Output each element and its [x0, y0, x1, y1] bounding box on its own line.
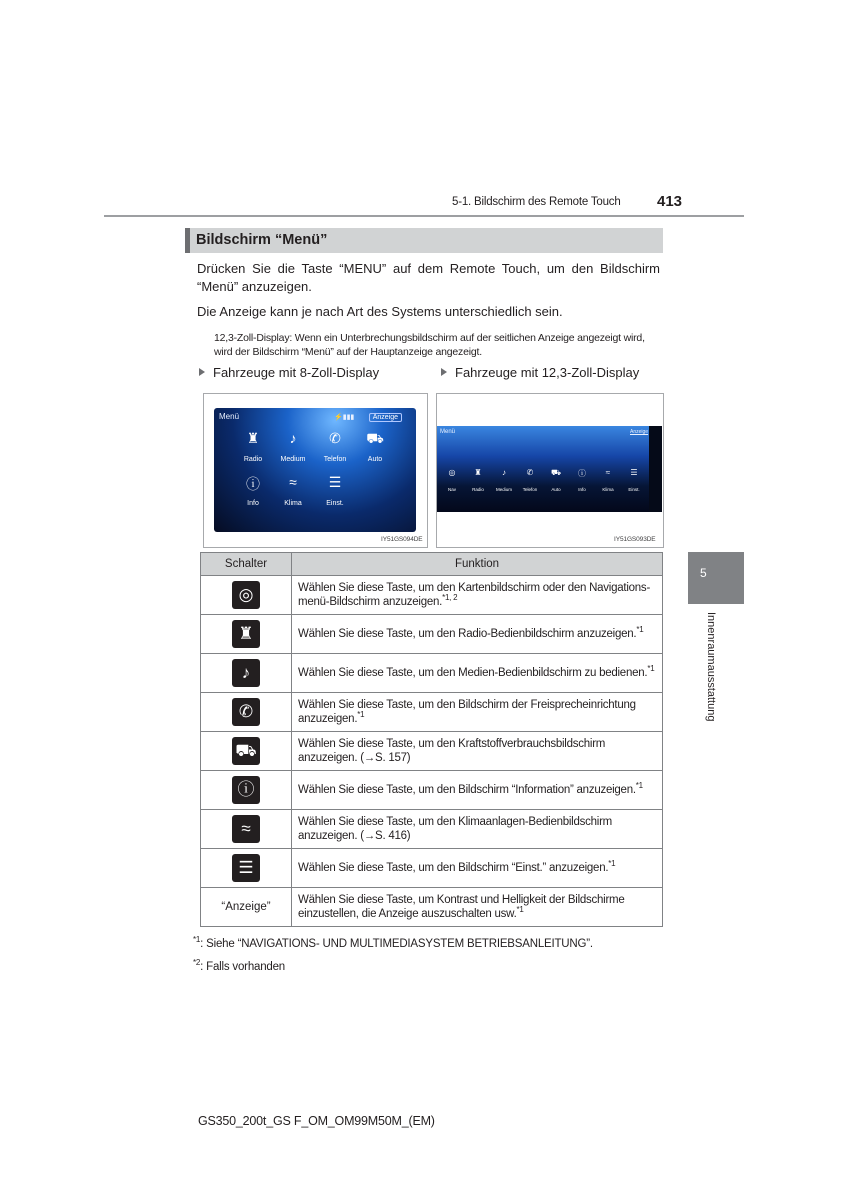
menu-label-einst: Einst.	[326, 500, 344, 507]
chapter-tab	[688, 552, 744, 604]
footnote-1-mark: *1	[193, 935, 201, 945]
page-number: 413	[657, 193, 683, 210]
column-header-funktion: Funktion	[292, 553, 663, 576]
car-icon: ⛟	[232, 737, 260, 765]
title-accent	[185, 228, 190, 253]
table-row	[201, 810, 663, 849]
climate-icon[interactable]: ≈	[605, 468, 611, 477]
menu-label-medium: Medium	[280, 456, 306, 463]
radio-tower-icon: ♜	[232, 620, 260, 648]
footnote-2-mark: *2	[193, 958, 201, 968]
section-header: 5-1. Bildschirm des Remote Touch	[452, 196, 621, 208]
navigation-compass-icon: ◎	[232, 581, 260, 609]
image-code-2: IY51GS093DE	[614, 536, 656, 543]
image-code-1: IY51GS094DE	[381, 536, 423, 543]
phone-icon: ✆	[232, 698, 260, 726]
vehicle-12inch-label: Fahrzeuge mit 12,3-Zoll-Display	[455, 365, 640, 380]
document-code: GS350_200t_GS F_OM_OM99M50M_(EM)	[198, 1114, 435, 1128]
menu-label-radio: Radio	[243, 456, 263, 463]
info-icon[interactable]: ⓘ	[246, 476, 260, 492]
function-table	[200, 552, 663, 927]
row-text: Wählen Sie diese Taste, um den Kartenbildschirm oder den Navigationsmenü-Bildschirm anzuzeigen.$^{*1, 2}$	[292, 576, 663, 615]
row-text: Wählen Sie diese Taste, um den Bildschirm “Information” anzuzeigen.$^{*1}$	[292, 771, 663, 810]
vehicle-8inch-label: Fahrzeuge mit 8-Zoll-Display	[213, 365, 380, 380]
header-divider	[104, 215, 744, 217]
menu-label-radio: Radio	[472, 487, 484, 492]
row-text: Wählen Sie diese Taste, um den Medien-Bedienbildschirm zu bedienen.$^{*1}$	[292, 654, 663, 693]
music-note-icon: ♪	[232, 659, 260, 687]
row-text: Wählen Sie diese Taste, um den Radio-Bedienbildschirm anzuzeigen.$^{*1}$	[292, 615, 663, 654]
screen-title: Menü	[219, 412, 240, 421]
menu-label-auto: Auto	[551, 487, 561, 492]
phone-icon[interactable]: ✆	[329, 430, 341, 446]
table-row	[201, 576, 663, 615]
anzeige-button[interactable]: Anzeige	[369, 413, 402, 422]
settings-icon: ☰	[232, 854, 260, 882]
footnote-2: $^{*2}$: Falls vorhanden	[193, 958, 285, 973]
system-paragraph: Die Anzeige kann je nach Art des Systems unterschiedlich sein.	[197, 304, 563, 319]
column-header-schalter: Schalter	[201, 553, 292, 576]
menu-label-info: Info	[247, 500, 259, 507]
intro-paragraph: Drücken Sie die Taste “MENU” auf dem Remote Touch, um den Bildschirm “Menü” anzuzeigen.	[197, 261, 660, 294]
menu-screen-8inch	[214, 408, 416, 532]
menu-label-klima: Klima	[284, 500, 302, 507]
radio-tower-icon[interactable]: ♜	[474, 468, 482, 477]
car-icon[interactable]: ⛟	[550, 468, 562, 477]
table-row	[201, 849, 663, 888]
table-row	[201, 615, 663, 654]
table-row	[201, 654, 663, 693]
table-row	[201, 693, 663, 732]
row-text: Wählen Sie diese Taste, um den Bildschirm der Freisprecheinrichtung anzuzeigen.$^{*1}$	[292, 693, 663, 732]
anzeige-label: “Anzeige”	[201, 888, 292, 927]
table-row	[201, 771, 663, 810]
menu-label-telefon: Telefon	[323, 456, 347, 463]
menu-label-nav: Nav	[447, 487, 456, 492]
anzeige-button[interactable]: Anzeige	[630, 429, 649, 435]
menu-screen-12inch	[437, 426, 649, 512]
settings-icon[interactable]: ☰	[630, 468, 638, 477]
climate-icon: ≈	[232, 815, 260, 843]
music-note-icon[interactable]: ♪	[502, 468, 506, 477]
settings-icon[interactable]: ☰	[328, 474, 342, 490]
chapter-number: 5	[700, 566, 707, 580]
row-text: Wählen Sie diese Taste, um den Bildschirm “Einst.” anzuzeigen.$^{*1}$	[292, 849, 663, 888]
phone-icon[interactable]: ✆	[526, 468, 534, 477]
footnote-1: $^{*1}$: Siehe “NAVIGATIONS- UND MULTIMEDIASYSTEM BETRIEBSANLEITUNG”.	[193, 935, 593, 950]
vehicle-12inch-heading	[441, 365, 639, 380]
table-row	[201, 888, 663, 927]
screenshot-12inch	[436, 393, 664, 548]
screen-title: Menü	[440, 429, 456, 435]
side-display	[649, 426, 662, 512]
menu-label-telefon: Telefon	[522, 487, 538, 492]
menu-label-info: Info	[578, 487, 586, 492]
status-icons: ⚡▮▮▮	[334, 414, 355, 421]
row-text: Wählen Sie diese Taste, um den Kraftstoffverbrauchsbildschirm anzuzeigen. (→S. 157)	[292, 732, 663, 771]
menu-label-medium: Medium	[495, 487, 512, 492]
triangle-bullet-icon	[199, 368, 205, 376]
menu-label-einst: Einst.	[628, 487, 640, 492]
vehicle-8inch-heading	[199, 365, 379, 380]
menu-label-auto: Auto	[367, 456, 383, 463]
car-icon[interactable]: ⛟	[366, 430, 384, 446]
info-icon[interactable]: ⓘ	[578, 469, 586, 478]
radio-tower-icon[interactable]: ♜	[246, 430, 260, 446]
triangle-bullet-icon	[441, 368, 447, 376]
row-text: Wählen Sie diese Taste, um den Klimaanlagen-Bedienbildschirm anzuzeigen. (→S. 416)	[292, 810, 663, 849]
chapter-label: Innenraumausstattung	[705, 612, 717, 722]
display-note: 12,3-Zoll-Display: Wenn ein Unterbrechungsbildschirm auf der seitlichen Anzeige angezeigt wird, wird der Bildschirm “Menü” auf der Hauptanzeige angezeigt.	[214, 332, 645, 358]
row-text: Wählen Sie diese Taste, um Kontrast und Helligkeit der Bildschirme einzustellen, die Anzeige auszuschalten usw.$^{*1}$	[292, 888, 663, 927]
screenshot-8inch	[203, 393, 428, 548]
table-row	[201, 732, 663, 771]
climate-icon[interactable]: ≈	[289, 474, 297, 490]
menu-label-klima: Klima	[602, 487, 614, 492]
table-header-row	[201, 553, 663, 576]
music-note-icon[interactable]: ♪	[289, 430, 297, 446]
page-title: Bildschirm “Menü”	[196, 232, 328, 248]
navigation-compass-icon[interactable]: ◎	[448, 468, 456, 477]
info-icon: ⓘ	[232, 776, 260, 804]
